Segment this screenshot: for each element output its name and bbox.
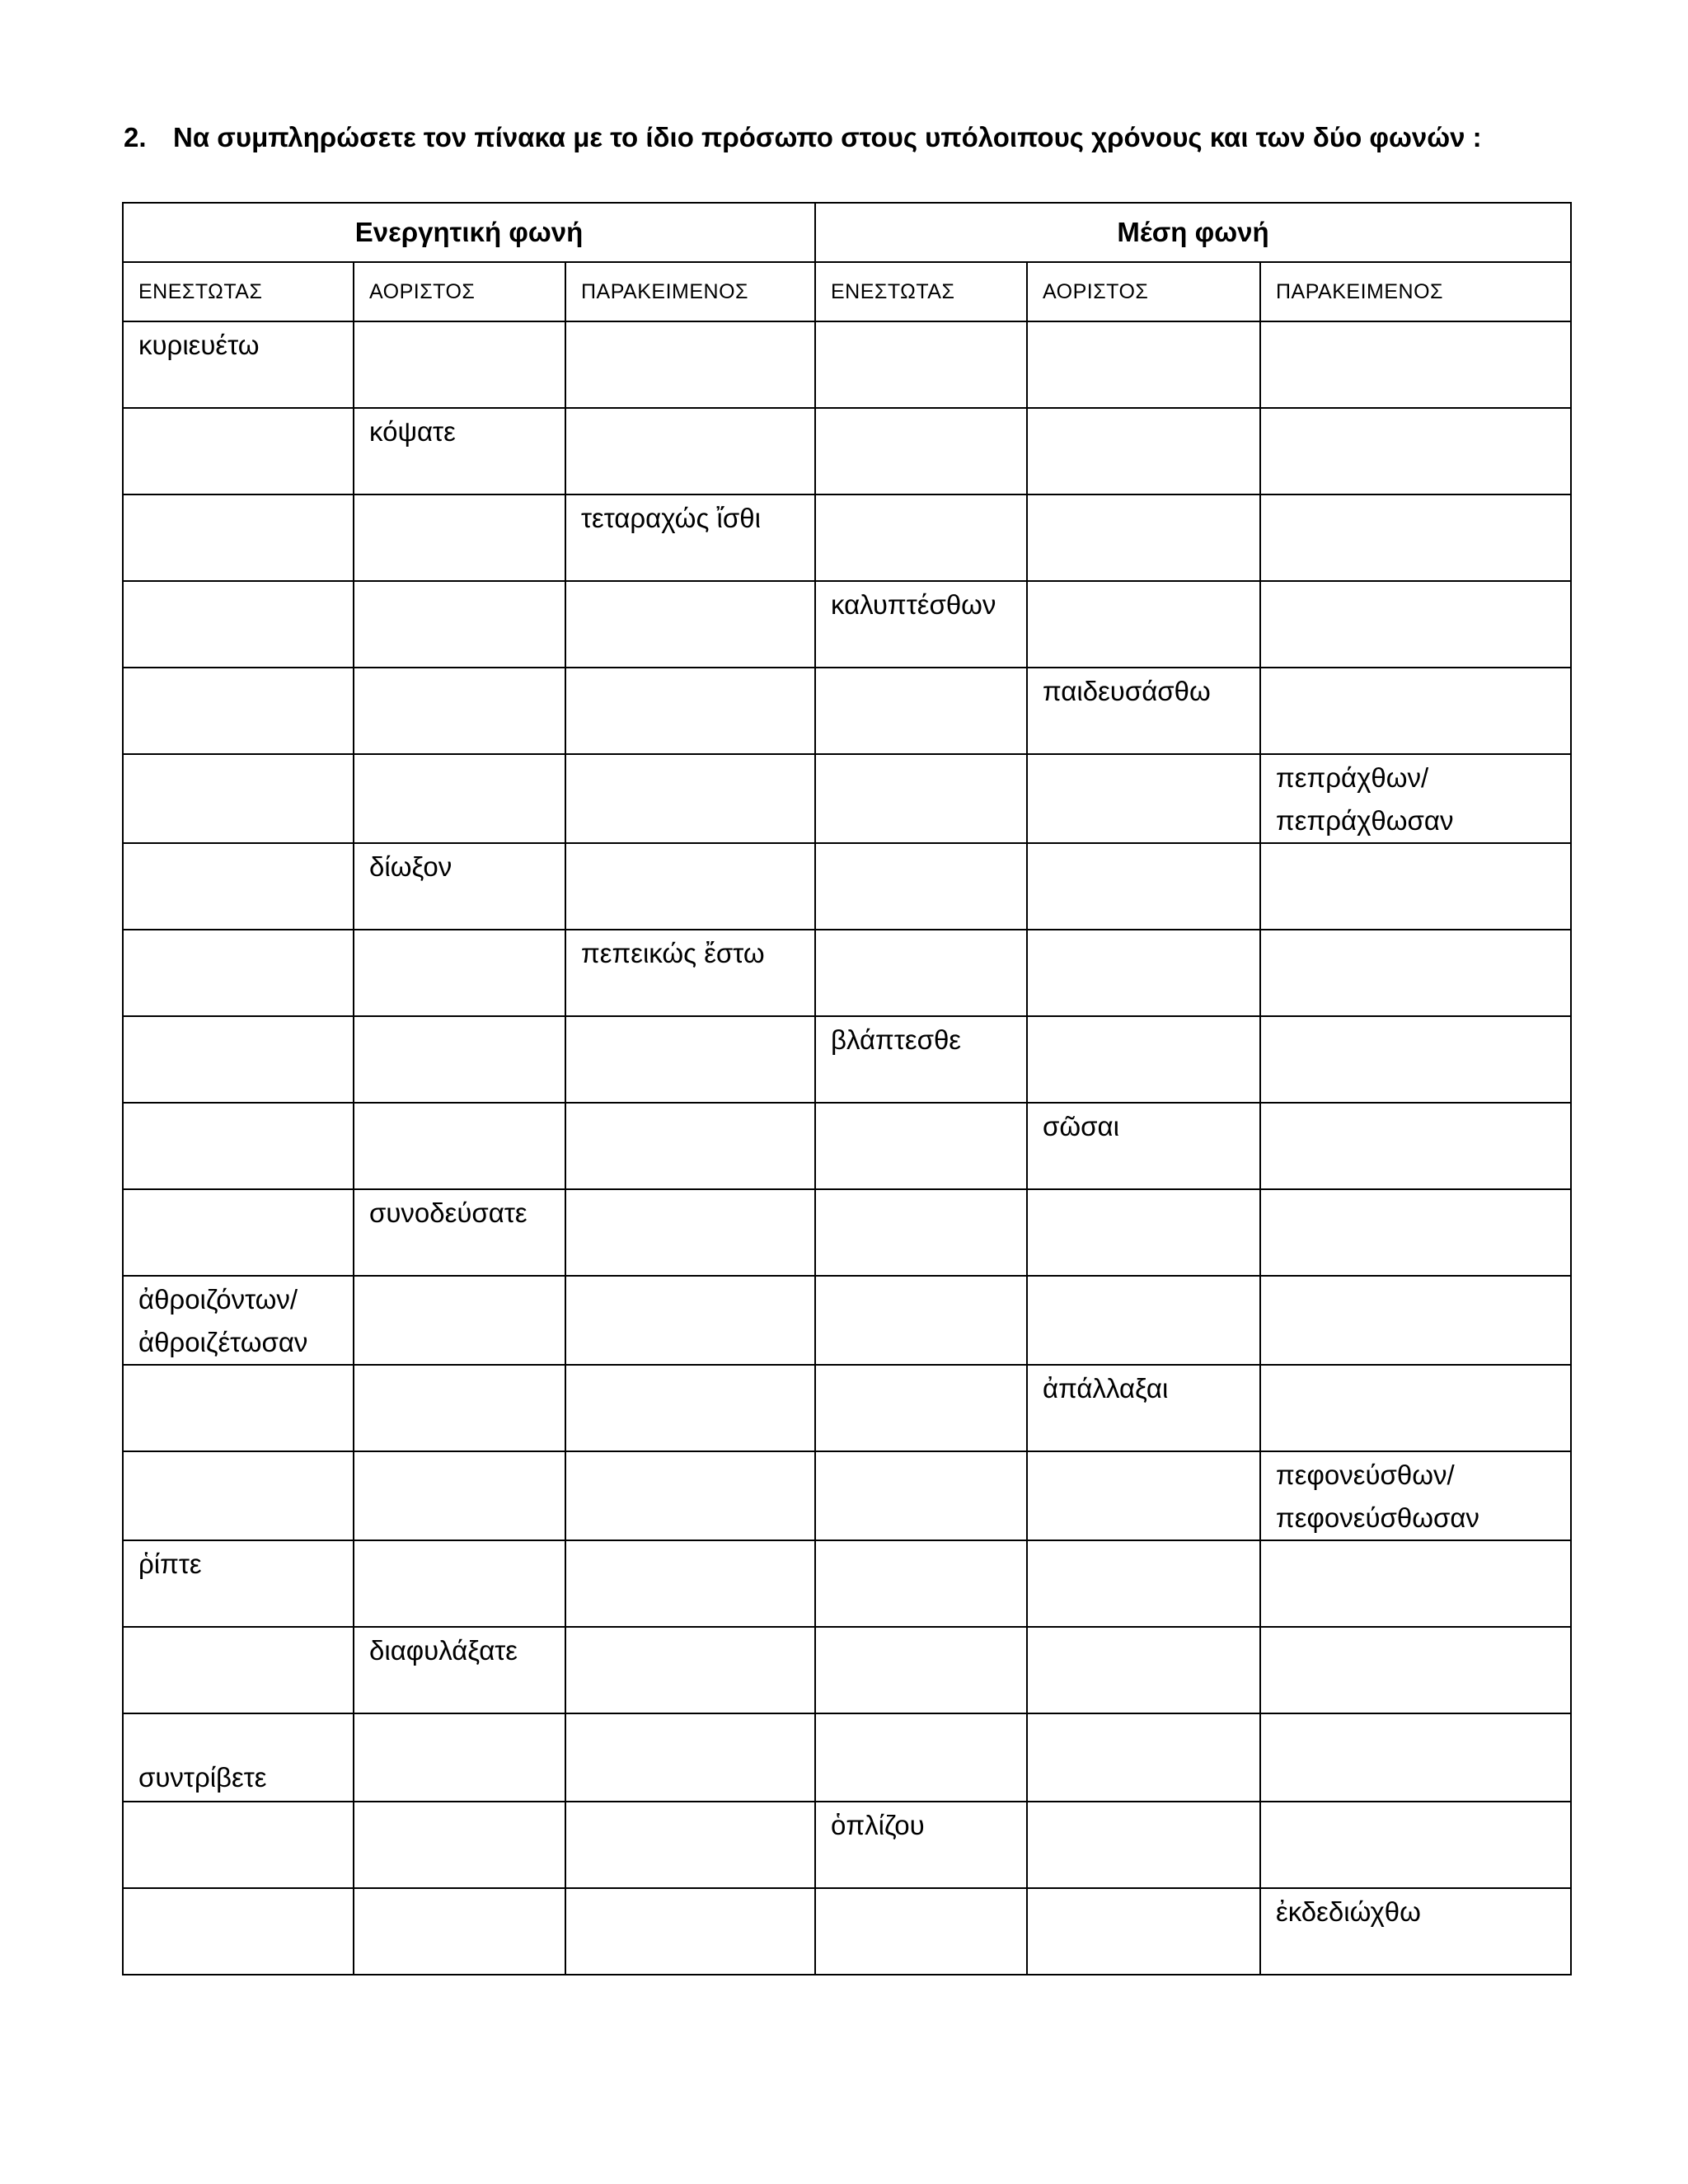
cell-active-aorist: συνοδεύσατε [354,1189,565,1276]
cell-middle-aorist[interactable] [1027,581,1260,668]
table-row [123,1713,1571,1802]
exercise-heading [124,122,1574,153]
cell-active-perfect[interactable] [565,1365,815,1451]
cell-active-present[interactable] [123,1103,354,1189]
cell-middle-aorist[interactable] [1027,930,1260,1016]
table-row [123,1365,1571,1451]
tense-header-active-perfect: ΠΑΡΑΚΕΙΜΕΝΟΣ [565,262,815,321]
cell-active-perfect: πεπεικώς ἔστω [565,930,815,1016]
table-row [123,930,1571,1016]
table-row [123,1451,1571,1540]
cell-active-present[interactable] [123,1888,354,1975]
active-voice-header: Ενεργητική φωνή [123,203,815,262]
cell-middle-aorist[interactable] [1027,408,1260,494]
table-row [123,668,1571,754]
cell-middle-perfect[interactable] [1260,321,1571,408]
exercise-number: 2. [124,122,147,152]
cell-active-aorist[interactable] [354,1540,565,1627]
cell-middle-present[interactable] [815,1276,1027,1365]
cell-active-present[interactable] [123,930,354,1016]
cell-active-aorist: κόψατε [354,408,565,494]
cell-middle-aorist[interactable] [1027,1627,1260,1713]
table-row [123,754,1571,843]
cell-active-aorist[interactable] [354,1365,565,1451]
cell-active-perfect[interactable] [565,1276,815,1365]
cell-active-present: συντρίβετε [123,1713,354,1802]
cell-middle-present[interactable] [815,1103,1027,1189]
cell-active-aorist[interactable] [354,1802,565,1888]
table-row [123,1802,1571,1888]
cell-active-perfect[interactable] [565,1189,815,1276]
cell-active-present[interactable] [123,1627,354,1713]
cell-active-aorist[interactable] [354,1016,565,1103]
cell-active-perfect[interactable] [565,408,815,494]
cell-active-present[interactable] [123,494,354,581]
table-row [123,843,1571,930]
cell-middle-present[interactable] [815,321,1027,408]
cell-middle-perfect[interactable] [1260,1016,1571,1103]
exercise-instruction: Να συμπληρώσετε τον πίνακα με το ίδιο πρόσωπο στους υπόλοιπους χρόνους και των δύο φωνών : [173,122,1482,152]
cell-middle-aorist[interactable] [1027,1016,1260,1103]
table-row [123,1540,1571,1627]
cell-middle-aorist[interactable] [1027,494,1260,581]
table-row [123,321,1571,408]
tense-header-active-present: ΕΝΕΣΤΩΤΑΣ [123,262,354,321]
cell-middle-perfect: πεφονεύσθων/ πεφονεύσθωσαν [1260,1451,1571,1540]
table-row [123,1103,1571,1189]
cell-middle-perfect[interactable] [1260,581,1571,668]
voice-header-row [123,203,1571,262]
cell-active-aorist[interactable] [354,930,565,1016]
cell-active-present: ἀθροιζόντων/ ἀθροιζέτωσαν [123,1276,354,1365]
cell-middle-aorist[interactable] [1027,1451,1260,1540]
table-row [123,1276,1571,1365]
cell-active-aorist[interactable] [354,321,565,408]
cell-active-aorist[interactable] [354,1451,565,1540]
cell-middle-present[interactable] [815,930,1027,1016]
cell-middle-aorist[interactable] [1027,843,1260,930]
cell-active-perfect[interactable] [565,668,815,754]
cell-active-present: κυριευέτω [123,321,354,408]
cell-middle-perfect: ἐκδεδιώχθω [1260,1888,1571,1975]
cell-middle-present[interactable] [815,494,1027,581]
cell-middle-perfect[interactable] [1260,1189,1571,1276]
cell-active-perfect[interactable] [565,1016,815,1103]
cell-active-perfect[interactable] [565,843,815,930]
cell-middle-present: βλάπτεσθε [815,1016,1027,1103]
cell-active-aorist[interactable] [354,1276,565,1365]
table-row [123,408,1571,494]
tense-header-middle-aorist: ΑΟΡΙΣΤΟΣ [1027,262,1260,321]
cell-active-perfect[interactable] [565,581,815,668]
cell-middle-perfect[interactable] [1260,668,1571,754]
cell-middle-perfect[interactable] [1260,1802,1571,1888]
cell-active-present[interactable] [123,581,354,668]
table-row [123,1627,1571,1713]
cell-active-present[interactable] [123,1189,354,1276]
cell-middle-present[interactable] [815,754,1027,843]
cell-active-present[interactable] [123,408,354,494]
cell-middle-aorist[interactable] [1027,321,1260,408]
cell-active-present: ῥίπτε [123,1540,354,1627]
tense-header-middle-present: ΕΝΕΣΤΩΤΑΣ [815,262,1027,321]
tense-header-active-aorist: ΑΟΡΙΣΤΟΣ [354,262,565,321]
table-row [123,494,1571,581]
cell-middle-present[interactable] [815,1627,1027,1713]
cell-middle-perfect[interactable] [1260,1713,1571,1802]
table-row [123,581,1571,668]
cell-middle-aorist[interactable] [1027,1189,1260,1276]
cell-middle-present[interactable] [815,1713,1027,1802]
cell-middle-aorist[interactable] [1027,1540,1260,1627]
cell-middle-perfect: πεπράχθων/ πεπράχθωσαν [1260,754,1571,843]
cell-middle-perfect[interactable] [1260,843,1571,930]
cell-active-perfect: τεταραχώς ἴσθι [565,494,815,581]
cell-middle-aorist[interactable] [1027,1888,1260,1975]
cell-active-present[interactable] [123,1451,354,1540]
cell-middle-present: καλυπτέσθων [815,581,1027,668]
conjugation-table [122,202,1572,1975]
cell-middle-present[interactable] [815,843,1027,930]
cell-middle-aorist: σῶσαι [1027,1103,1260,1189]
cell-active-aorist[interactable] [354,1713,565,1802]
cell-active-perfect[interactable] [565,1888,815,1975]
cell-active-perfect[interactable] [565,1627,815,1713]
cell-middle-perfect[interactable] [1260,930,1571,1016]
cell-active-perfect[interactable] [565,1802,815,1888]
cell-active-aorist[interactable] [354,581,565,668]
cell-middle-present[interactable] [815,1451,1027,1540]
cell-active-perfect[interactable] [565,1103,815,1189]
cell-middle-present[interactable] [815,1189,1027,1276]
cell-active-perfect[interactable] [565,1540,815,1627]
cell-middle-perfect[interactable] [1260,408,1571,494]
cell-middle-perfect[interactable] [1260,1365,1571,1451]
table-row [123,1189,1571,1276]
cell-middle-present: ὁπλίζου [815,1802,1027,1888]
cell-middle-perfect[interactable] [1260,1103,1571,1189]
table-row [123,1888,1571,1975]
cell-middle-present[interactable] [815,668,1027,754]
cell-middle-perfect[interactable] [1260,494,1571,581]
cell-middle-aorist[interactable] [1027,754,1260,843]
cell-active-aorist[interactable] [354,1888,565,1975]
cell-middle-aorist[interactable] [1027,1802,1260,1888]
cell-middle-aorist: παιδευσάσθω [1027,668,1260,754]
cell-active-present[interactable] [123,1802,354,1888]
cell-active-aorist[interactable] [354,754,565,843]
cell-middle-perfect[interactable] [1260,1276,1571,1365]
cell-active-present[interactable] [123,1016,354,1103]
middle-voice-header: Μέση φωνή [815,203,1571,262]
cell-middle-aorist: ἀπάλλαξαι [1027,1365,1260,1451]
cell-middle-present[interactable] [815,1888,1027,1975]
cell-active-aorist[interactable] [354,668,565,754]
cell-active-perfect[interactable] [565,754,815,843]
cell-middle-perfect[interactable] [1260,1540,1571,1627]
cell-middle-aorist[interactable] [1027,1713,1260,1802]
cell-middle-perfect[interactable] [1260,1627,1571,1713]
cell-active-present[interactable] [123,1365,354,1451]
table-row [123,1016,1571,1103]
cell-middle-present[interactable] [815,1540,1027,1627]
cell-active-aorist: δίωξον [354,843,565,930]
cell-active-perfect[interactable] [565,321,815,408]
cell-middle-present[interactable] [815,408,1027,494]
cell-active-aorist[interactable] [354,1103,565,1189]
cell-middle-present[interactable] [815,1365,1027,1451]
tense-header-row [123,262,1571,321]
cell-active-present[interactable] [123,668,354,754]
cell-active-present[interactable] [123,843,354,930]
cell-active-aorist: διαφυλάξατε [354,1627,565,1713]
cell-active-present[interactable] [123,754,354,843]
cell-active-aorist[interactable] [354,494,565,581]
tense-header-middle-perfect: ΠΑΡΑΚΕΙΜΕΝΟΣ [1260,262,1571,321]
cell-active-perfect[interactable] [565,1713,815,1802]
cell-active-perfect[interactable] [565,1451,815,1540]
cell-middle-aorist[interactable] [1027,1276,1260,1365]
